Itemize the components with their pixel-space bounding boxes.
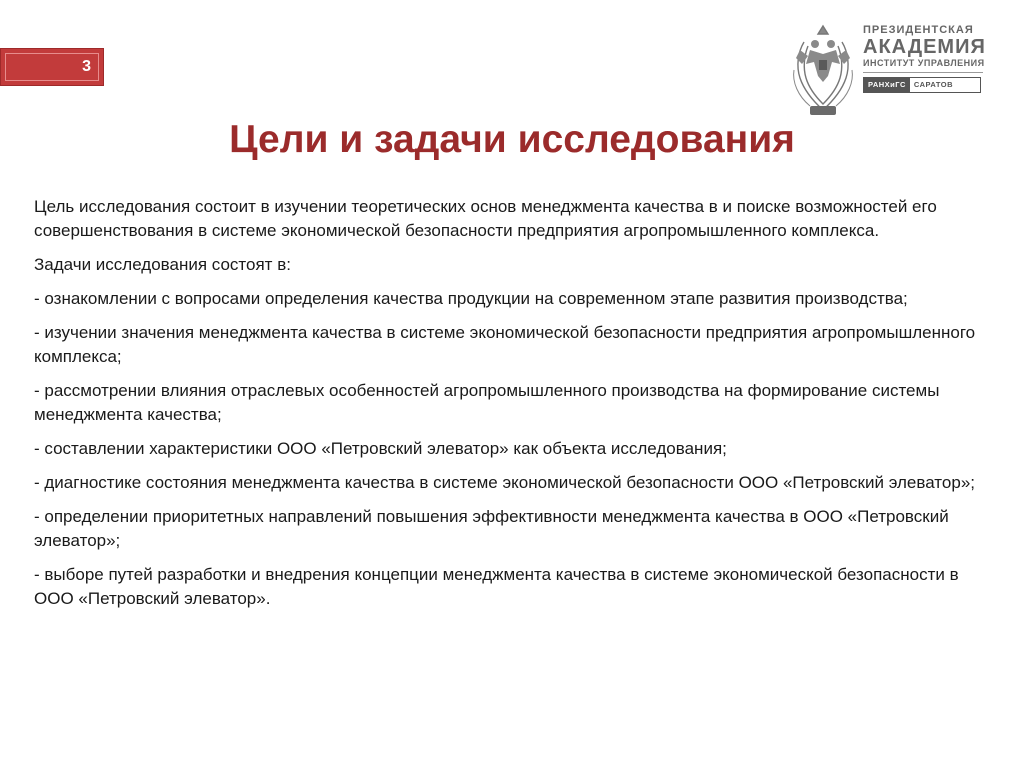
task-item: - изучении значения менеджмента качества в системе экономической безопасности предприятия агропромышленного комплекса; bbox=[34, 323, 976, 366]
logo-text-block bbox=[863, 24, 986, 93]
task-item: - определении приоритетных направлений повышения эффективности менеджмента качества в ООО «Петровский элеватор»; bbox=[34, 507, 949, 550]
logo-line-academy: АКАДЕМИЯ bbox=[863, 36, 986, 58]
coat-of-arms-icon bbox=[788, 20, 858, 124]
task-item: - рассмотрении влияния отраслевых особенностей агропромышленного производства на формирование системы менеджмента качества; bbox=[34, 381, 940, 424]
logo-line-president: ПРЕЗИДЕНТСКАЯ bbox=[863, 24, 974, 36]
academy-logo bbox=[788, 18, 988, 130]
paragraph-tasks-intro: Задачи исследования состоят в: bbox=[34, 255, 291, 274]
task-item: - выборе путей разработки и внедрения концепции менеджмента качества в системе экономической безопасности в ООО «Петровский элеватор». bbox=[34, 565, 959, 608]
slide-number: 3 bbox=[82, 58, 91, 75]
logo-line-institute: ИНСТИТУТ УПРАВЛЕНИЯ bbox=[863, 58, 985, 68]
logo-tags bbox=[863, 77, 981, 93]
logo-tag-ranepa: РАНХиГС bbox=[864, 78, 910, 92]
slide-content bbox=[34, 195, 984, 621]
slide-title: Цели и задачи исследования bbox=[229, 118, 795, 161]
task-item: - диагностике состояния менеджмента качества в системе экономической безопасности ООО «Петровский элеватор»; bbox=[34, 473, 975, 492]
paragraph-goal: Цель исследования состоит в изучении теоретических основ менеджмента качества в и поиске возможностей его совершенствования в системе экономической безопасности предприятия агропромышленного комплекса. bbox=[34, 197, 937, 240]
slide-number-badge bbox=[0, 48, 104, 86]
logo-tag-saratov: САРАТОВ bbox=[913, 80, 954, 89]
task-item: - составлении характеристики ООО «Петровский элеватор» как объекта исследования; bbox=[34, 439, 727, 458]
task-item: - ознакомлении с вопросами определения качества продукции на современном этапе развития производства; bbox=[34, 289, 908, 308]
logo-divider bbox=[863, 72, 983, 73]
